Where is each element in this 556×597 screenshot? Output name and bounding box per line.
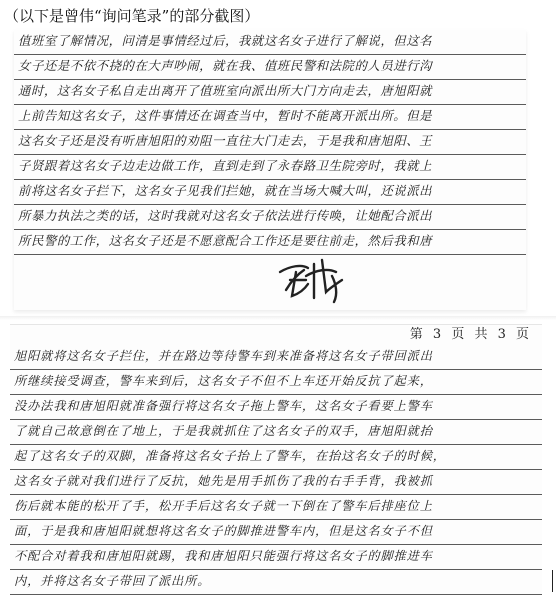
text-line: 通时，这名女子私自走出离开了值班室向派出所大门方向走去，唐旭阳就	[14, 80, 526, 105]
text-line: 伤后就本能的松开了手，松开手后这名女子就一下倒在了警车后排座位上	[10, 495, 542, 520]
text-line: 这名女子还是没有听唐旭阳的劝阻一直往大门走去，于是我和唐旭阳、王	[14, 130, 526, 155]
record-page-excerpt-2	[10, 324, 542, 595]
text-line: 上前告知这名女子，这件事情还在调查当中，暂时不能离开派出所。但是	[14, 105, 526, 130]
handwritten-signature	[276, 250, 356, 306]
text-line: 面，于是我和唐旭阳就想将这名女子的脚推进警车内，但是这名女子不但	[10, 520, 542, 545]
text-line: 所继续接受调查，警车来到后，这名女子不但不上车还开始反抗了起来，	[10, 370, 542, 395]
record-page-excerpt-1	[14, 30, 526, 310]
text-line: 起了这名女子的双脚，准备将这名女子抬上了警车，在抬这名女子的时候，	[10, 445, 542, 470]
text-line: 内，并将这名女子带回了派出所。	[10, 570, 542, 595]
text-line: 不配合对着我和唐旭阳就踢，我和唐旭阳只能强行将这名女子的脚推进车	[10, 545, 542, 570]
text-line: 所暴力执法之类的话，这时我就对这名女子依法进行传唤，让她配合派出	[14, 205, 526, 230]
text-line: 子贤跟着这名女子边走边做工作，直到走到了永春路卫生院旁时，我就上	[14, 155, 526, 180]
text-line: 所民警的工作，这名女子还是不愿意配合工作还是要往前走，然后我和唐	[14, 230, 526, 255]
page1-text	[14, 30, 526, 255]
page-separator	[0, 316, 556, 320]
text-line: 女子还是不依不挠的在大声吵闹，就在我、值班民警和法院的人员进行沟	[14, 55, 526, 80]
text-line: 前将这名女子拦下，这名女子见我们拦她，就在当场大喊大叫，还说派出	[14, 180, 526, 205]
text-line: 了就自己故意倒在了地上，于是我就抓住了这名女子的双手，唐旭阳就抬	[10, 420, 542, 445]
text-line: 旭阳就将这名女子拦住，并在路边等待警车到来准备将这名女子带回派出	[10, 345, 542, 370]
text-line: 值班室了解情况，问清是事情经过后，我就这名女子进行了解说，但这名	[14, 30, 526, 55]
page-number: 第 3 页 共 3 页	[409, 327, 532, 342]
text-line: 这名女子就对我们进行了反抗，她先是用手抓伤了我的右手手背，我被抓	[10, 470, 542, 495]
caption: （以下是曾伟“询问笔录”的部分截图）	[4, 7, 260, 25]
page2-text	[10, 345, 542, 595]
edge-mark	[552, 570, 553, 592]
text-line: 没办法我和唐旭阳就准备强行将这名女子拖上警车，这名女子看要上警车	[10, 395, 542, 420]
